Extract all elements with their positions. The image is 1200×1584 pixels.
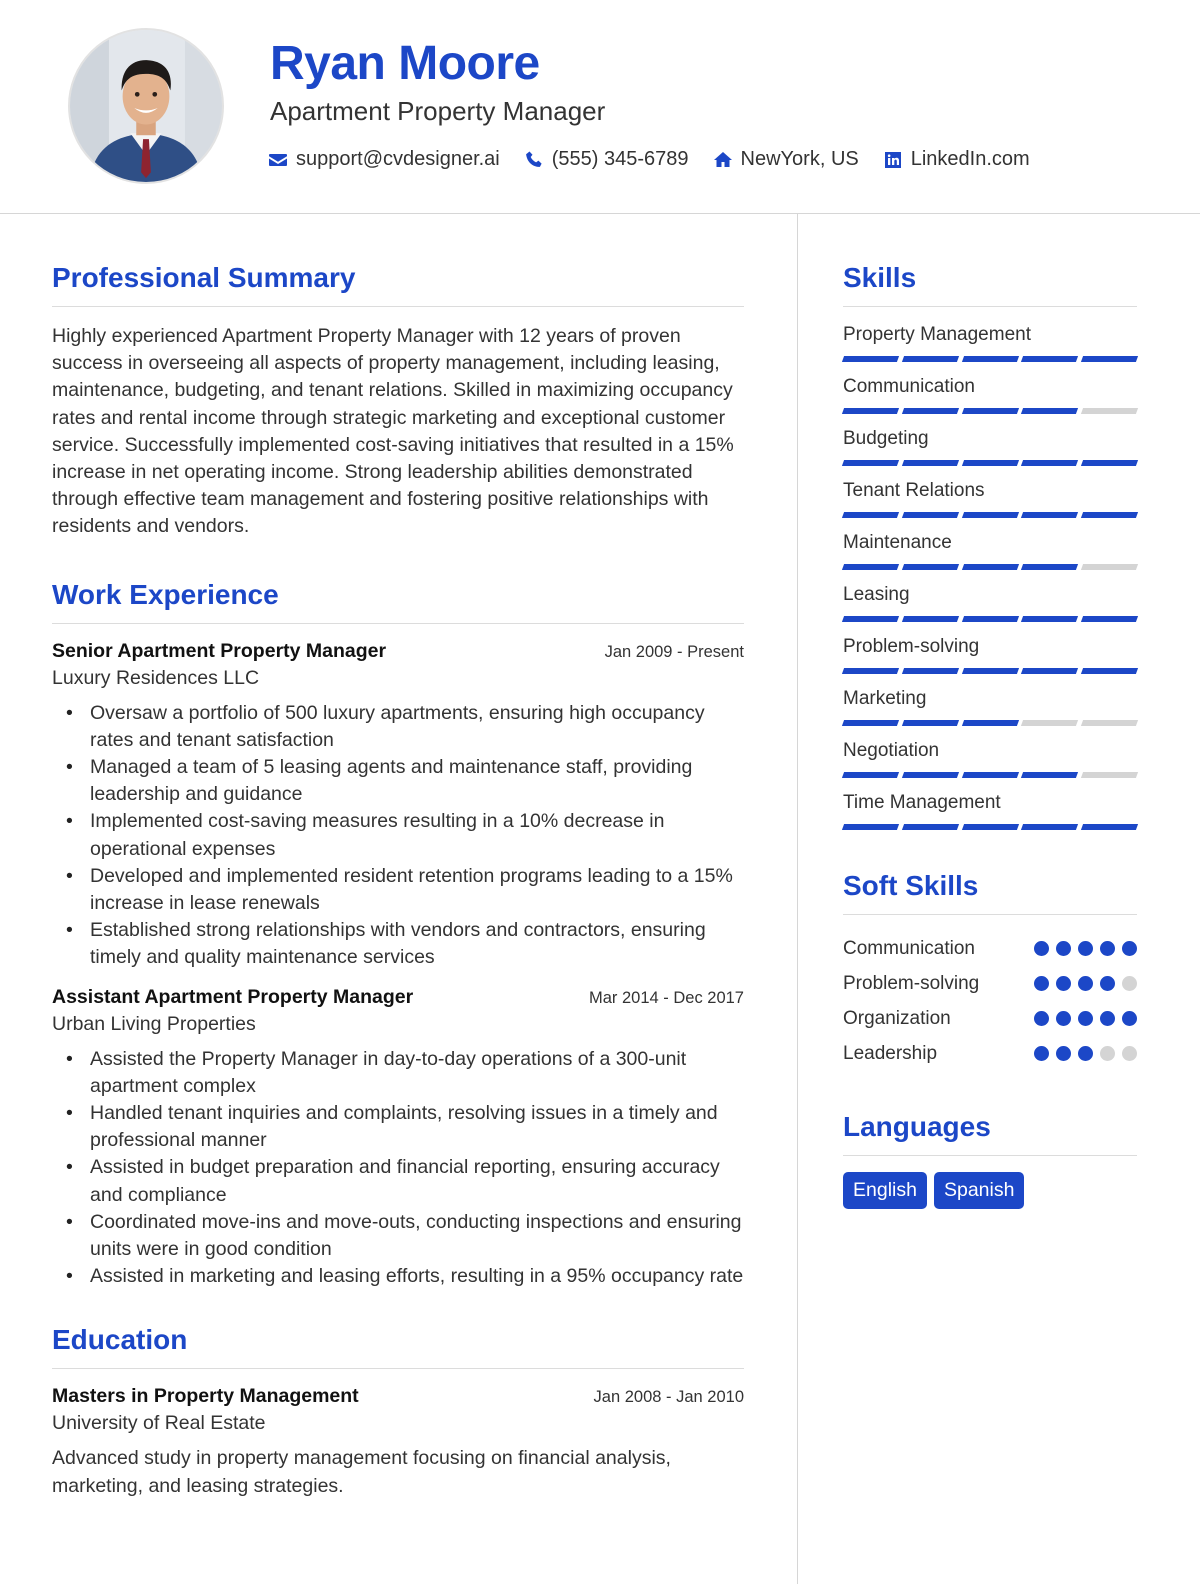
rating-dot xyxy=(1078,976,1093,991)
skill-level-segment xyxy=(1021,356,1078,362)
skill-level-segment xyxy=(1081,616,1138,622)
skill-level-segment xyxy=(1081,772,1138,778)
skill-item xyxy=(843,583,1137,622)
skill-level-segment xyxy=(902,512,959,518)
skill-level-bar xyxy=(843,772,1137,778)
skill-level-segment xyxy=(961,772,1018,778)
job-bullet: • Oversaw a portfolio of 500 luxury apartments, ensuring high occupancy rates and tenant satisfaction xyxy=(52,700,744,754)
skill-level-segment xyxy=(902,408,959,414)
skill-name: Leasing xyxy=(843,584,910,605)
skill-level-segment xyxy=(1081,356,1138,362)
soft-skill-rating xyxy=(1027,1046,1137,1061)
language-list xyxy=(843,1172,1137,1209)
contact-location xyxy=(713,148,859,171)
skill-level-bar xyxy=(843,512,1137,518)
skill-level-segment xyxy=(842,824,899,830)
summary-heading: Professional Summary xyxy=(52,262,744,307)
contact-linkedin[interactable] xyxy=(883,148,1030,171)
skill-level-segment xyxy=(1081,668,1138,674)
soft-skill-item xyxy=(843,966,1137,1001)
job-title: Assistant Apartment Property Manager xyxy=(52,985,414,1008)
job-bullet: • Managed a team of 5 leasing agents and maintenance staff, providing leadership and guidance xyxy=(52,754,744,808)
skill-item xyxy=(843,427,1137,466)
job-bullet: • Implemented cost-saving measures resulting in a 10% decrease in operational expenses xyxy=(52,808,744,862)
rating-dot xyxy=(1034,1011,1049,1026)
skill-name: Tenant Relations xyxy=(843,480,985,501)
skill-level-segment xyxy=(1021,512,1078,518)
skill-name: Budgeting xyxy=(843,428,929,449)
skill-level-segment xyxy=(961,824,1018,830)
skill-level-segment xyxy=(961,512,1018,518)
job-bullet: • Assisted in marketing and leasing efforts, resulting in a 95% occupancy rate xyxy=(52,1263,744,1290)
sidebar-column xyxy=(843,262,1137,1209)
job-bullet: • Developed and implemented resident retention programs leading to a 15% increase in lease renewals xyxy=(52,863,744,917)
skill-level-segment xyxy=(902,668,959,674)
skill-level-segment xyxy=(842,720,899,726)
skill-level-segment xyxy=(1021,460,1078,466)
skill-item xyxy=(843,791,1137,830)
soft-skills-heading: Soft Skills xyxy=(843,870,1137,915)
education-entry xyxy=(52,1385,744,1499)
skill-level-segment xyxy=(1081,408,1138,414)
contact-phone[interactable] xyxy=(524,148,689,171)
rating-dot xyxy=(1122,941,1137,956)
skill-level-segment xyxy=(1021,720,1078,726)
soft-skill-item xyxy=(843,1036,1137,1071)
soft-skill-name: Communication xyxy=(843,937,975,959)
skill-level-segment xyxy=(902,564,959,570)
skill-level-segment xyxy=(1021,772,1078,778)
skill-level-bar xyxy=(843,824,1137,830)
skill-name: Maintenance xyxy=(843,532,952,553)
rating-dot xyxy=(1122,976,1137,991)
skill-name: Communication xyxy=(843,376,975,397)
rating-dot xyxy=(1056,1046,1071,1061)
skill-level-segment xyxy=(1021,616,1078,622)
skill-item xyxy=(843,479,1137,518)
phone-icon xyxy=(524,150,544,170)
job-entry xyxy=(52,640,744,972)
skill-name: Negotiation xyxy=(843,740,940,761)
skill-level-segment xyxy=(961,720,1018,726)
skill-level-segment xyxy=(961,356,1018,362)
skill-level-segment xyxy=(902,460,959,466)
soft-skill-rating xyxy=(1027,976,1137,991)
portrait-image xyxy=(70,30,222,182)
education-description: Advanced study in property management focusing on financial analysis, marketing, and leasing strategies. xyxy=(52,1447,671,1497)
education-school: University of Real Estate xyxy=(52,1412,266,1435)
skill-item xyxy=(843,635,1137,674)
profile-photo xyxy=(68,28,224,184)
contact-phone-text: (555) 345-6789 xyxy=(551,148,689,170)
soft-skill-item xyxy=(843,1001,1137,1036)
linkedin-icon xyxy=(883,150,903,170)
skill-level-segment xyxy=(842,668,899,674)
job-company: Urban Living Properties xyxy=(52,1012,256,1035)
skill-level-segment xyxy=(1021,408,1078,414)
skill-level-segment xyxy=(961,408,1018,414)
soft-skill-name: Leadership xyxy=(843,1042,938,1064)
skill-item xyxy=(843,323,1137,362)
skill-level-segment xyxy=(902,720,959,726)
skill-level-segment xyxy=(842,512,899,518)
job-company: Luxury Residences LLC xyxy=(52,666,260,689)
soft-skill-name: Organization xyxy=(843,1007,951,1029)
skill-level-segment xyxy=(1081,720,1138,726)
skill-level-segment xyxy=(961,460,1018,466)
candidate-name: Ryan Moore xyxy=(270,37,540,90)
education-heading: Education xyxy=(52,1324,744,1369)
job-bullets xyxy=(52,700,744,972)
skill-name: Time Management xyxy=(843,792,1001,813)
skill-item xyxy=(843,531,1137,570)
skill-level-segment xyxy=(1081,460,1138,466)
skills-heading: Skills xyxy=(843,262,1137,307)
skill-item xyxy=(843,739,1137,778)
skills-list xyxy=(843,323,1137,830)
languages-heading: Languages xyxy=(843,1111,1137,1156)
rating-dot xyxy=(1100,1011,1115,1026)
skill-level-bar xyxy=(843,720,1137,726)
main-column xyxy=(52,262,744,1500)
skill-level-segment xyxy=(961,668,1018,674)
rating-dot xyxy=(1100,941,1115,956)
contact-linkedin-text: LinkedIn.com xyxy=(910,148,1030,170)
rating-dot xyxy=(1056,941,1071,956)
skill-level-segment xyxy=(902,616,959,622)
education-degree: Masters in Property Management xyxy=(52,1385,359,1408)
skill-level-bar xyxy=(843,564,1137,570)
rating-dot xyxy=(1122,1011,1137,1026)
skill-level-segment xyxy=(842,772,899,778)
job-bullet: • Established strong relationships with vendors and contractors, ensuring timely and quality maintenance services xyxy=(52,917,744,971)
soft-skill-rating xyxy=(1027,1011,1137,1026)
job-bullets xyxy=(52,1046,744,1291)
rating-dot xyxy=(1100,976,1115,991)
column-divider xyxy=(797,214,798,1584)
home-icon xyxy=(713,150,733,170)
job-bullet: • Handled tenant inquiries and complaints, resolving issues in a timely and professional manner xyxy=(52,1100,744,1154)
skill-level-segment xyxy=(1021,564,1078,570)
contact-email-text: support@cvdesigner.ai xyxy=(296,148,500,170)
skill-name: Property Management xyxy=(843,324,1031,345)
rating-dot xyxy=(1034,976,1049,991)
skill-level-segment xyxy=(1081,512,1138,518)
rating-dot xyxy=(1100,1046,1115,1061)
candidate-title: Apartment Property Manager xyxy=(270,96,606,126)
skill-level-segment xyxy=(842,356,899,362)
job-entry xyxy=(52,986,744,1291)
language-pill: English xyxy=(843,1172,927,1209)
soft-skill-rating xyxy=(1027,941,1137,956)
job-bullet: • Assisted the Property Manager in day-to-day operations of a 300-unit apartment complex xyxy=(52,1046,744,1100)
job-date: Jan 2009 - Present xyxy=(604,642,744,661)
skill-level-segment xyxy=(1021,824,1078,830)
skill-level-segment xyxy=(842,616,899,622)
contact-email[interactable] xyxy=(268,148,500,171)
soft-skills-list xyxy=(843,931,1137,1071)
contact-location-text: NewYork, US xyxy=(740,148,859,170)
skill-level-bar xyxy=(843,460,1137,466)
skill-level-bar xyxy=(843,408,1137,414)
soft-skill-item xyxy=(843,931,1137,966)
rating-dot xyxy=(1056,976,1071,991)
skill-level-bar xyxy=(843,616,1137,622)
soft-skill-name: Problem-solving xyxy=(843,972,980,994)
skill-level-segment xyxy=(1021,668,1078,674)
skill-level-segment xyxy=(961,616,1018,622)
rating-dot xyxy=(1078,1011,1093,1026)
job-date: Mar 2014 - Dec 2017 xyxy=(588,988,744,1007)
skill-level-segment xyxy=(1081,824,1138,830)
skill-level-segment xyxy=(1081,564,1138,570)
job-title: Senior Apartment Property Manager xyxy=(52,639,387,662)
resume-header xyxy=(0,0,1200,214)
skill-item xyxy=(843,375,1137,414)
rating-dot xyxy=(1078,941,1093,956)
education-date: Jan 2008 - Jan 2010 xyxy=(593,1388,744,1407)
rating-dot xyxy=(1078,1046,1093,1061)
envelope-icon xyxy=(268,150,288,170)
skill-level-segment xyxy=(902,356,959,362)
skill-level-segment xyxy=(842,460,899,466)
job-bullet: • Coordinated move-ins and move-outs, conducting inspections and ensuring units were in good condition xyxy=(52,1209,744,1263)
skill-level-bar xyxy=(843,356,1137,362)
skill-level-bar xyxy=(843,668,1137,674)
skill-level-segment xyxy=(961,564,1018,570)
skill-level-segment xyxy=(842,564,899,570)
experience-heading: Work Experience xyxy=(52,579,744,624)
rating-dot xyxy=(1056,1011,1071,1026)
skill-level-segment xyxy=(902,772,959,778)
skill-item xyxy=(843,687,1137,726)
job-bullet: • Assisted in budget preparation and financial reporting, ensuring accuracy and compliance xyxy=(52,1154,744,1208)
skill-name: Problem-solving xyxy=(843,636,980,657)
contact-list xyxy=(268,148,1054,171)
rating-dot xyxy=(1034,1046,1049,1061)
rating-dot xyxy=(1122,1046,1137,1061)
rating-dot xyxy=(1034,941,1049,956)
skill-name: Marketing xyxy=(843,688,927,709)
language-pill: Spanish xyxy=(934,1172,1024,1209)
skill-level-segment xyxy=(842,408,899,414)
skill-level-segment xyxy=(902,824,959,830)
summary-text: Highly experienced Apartment Property Manager with 12 years of proven success in overseeing all aspects of property management, including leasing, maintenance, budgeting, and tenant relations. Skilled in maximizing occupancy rates and rental income through strategic marketing and exceptional customer service. Successfully implemented cost-saving initiatives that resulted in a 15% increase in net operating income. Strong leadership abilities demonstrated through effective team management and fostering positive relationships with residents and vendors. xyxy=(52,325,734,538)
